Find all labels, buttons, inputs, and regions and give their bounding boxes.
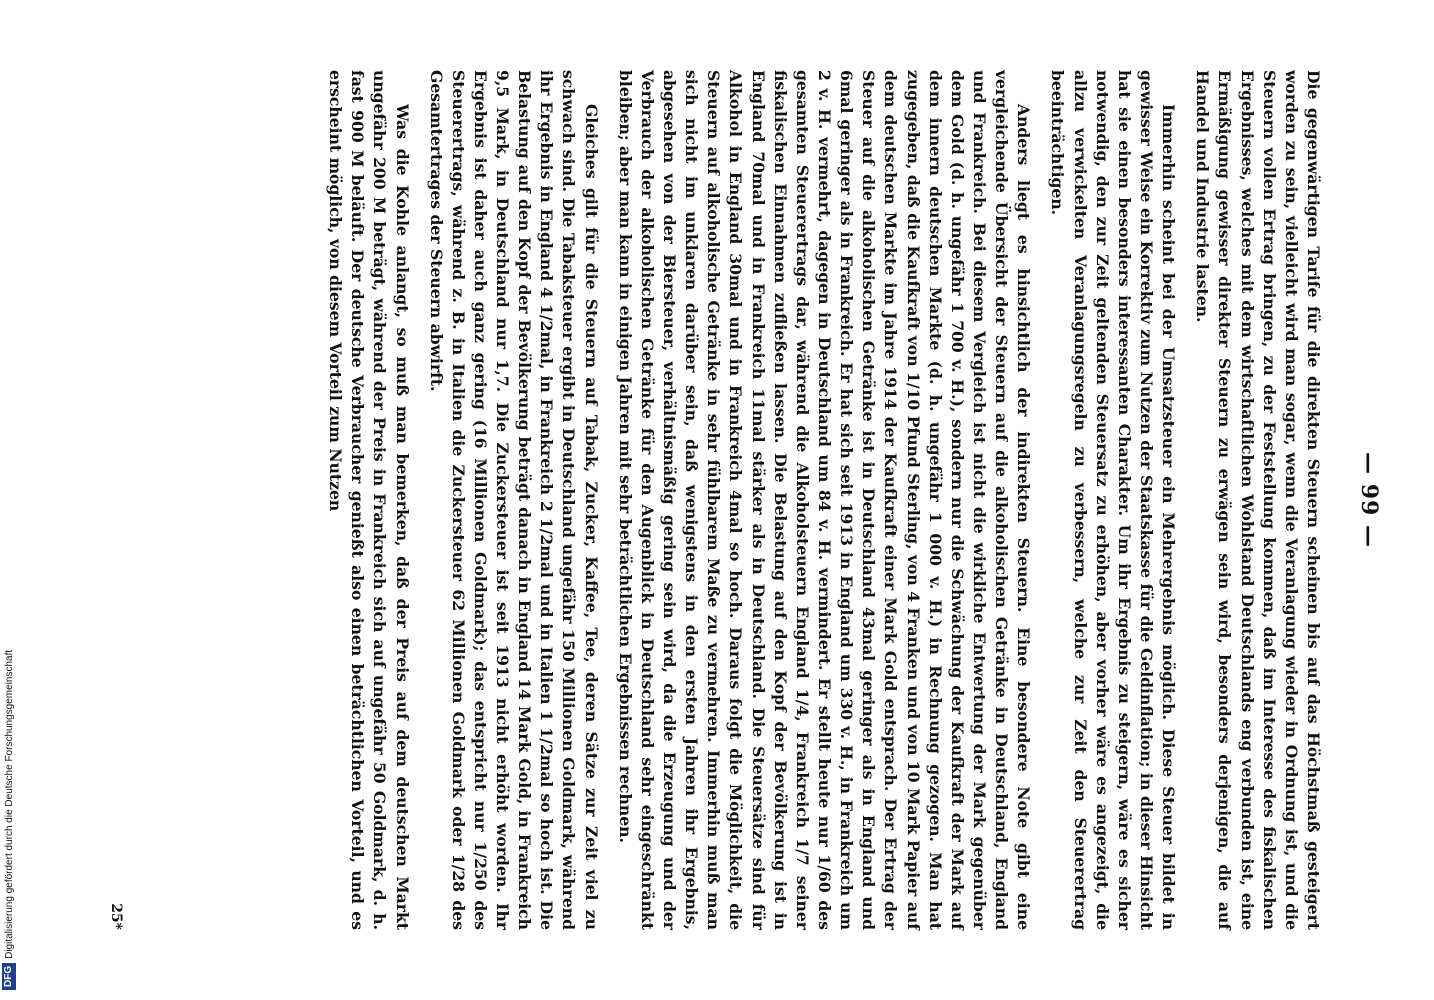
paragraph-indirect-taxes: Anders liegt es hinsichtlich der indirekten Steuern. Eine besondere Note gibt eine vergleichende Übersicht der Steuern auf die alkoholischen Getränke in Deutschland, England und Frankreich. Bei diesem Vergleich ist nicht die wirkliche Entwertung der Mark gegenüber dem Gold (d. h. ungefähr 1 700 v. H.), sondern nur die Schwächung der Kaufkraft der Mark auf dem innern deutschen Markte (d. h. ungefähr 1 000 v. H.) in Rechnung gezogen. Man hat zugegeben, daß die Kaufkraft von 1/10 Pfund Sterling, von 4 Franken und von 10 Mark Papier auf dem deutschen Markte im Jahre 1914 der Kaufkraft einer Mark Gold entsprach. Der Ertrag der Steuer auf die alkoholischen Getränke ist in Deutschland 43mal geringer als in England und 6mal geringer als in Frankreich. Er hat sich seit 1913 in England um 330 v. H., in Frankreich um 2 v. H. vermehrt, dagegen in Deutschland um 84 v. H. vermindert. Er stellt heute nur 1/60 des gesamten Steuerertrags dar, während die Alkoholsteuern England 1/4, Frankreich 1/7 seiner fiskalischen Einnahmen zufließen lassen. Die Belastung auf den Kopf der Bevölkerung ist in England 70mal und in Frankreich 11mal stärker als in Deutschland. Die Steuersätze sind für Alkohol in England 30mal und in Frankreich 4mal so hoch. Daraus folgt die Möglichkeit, die Steuern auf alkoholische Getränke in sehr fühlbarem Maße zu vermehren. Immerhin muß man sich nicht im unklaren darüber sein, daß wenigstens in den ersten Jahren ihr Ergebnis, abgesehen von der Biersteuer, verhältnismäßig gering sein wird, da die Erzeugung und der Verbrauch der alkoholischen Getränke für den Augenblick in Deutschland sehr eingeschränkt bleiben; aber man kann in einigen Jahren mit sehr beträchtlichen Ergebnissen rechnen.	[615, 70, 1034, 930]
paragraph-coal: Was die Kohle anlangt, so muß man bemerken, daß der Preis auf dem deutschen Markt ungefähr 200 M beträgt, während der Preis in Frankreich sich auf ungefähr 50 Goldmark, d. h. fast 900 M beläuft. Der deutsche Verbraucher genießt also einen beträchtlichen Vorteil, und es erscheint möglich, von diesem Vorteil zum Nutzen	[326, 70, 412, 930]
page-number: — 99 —	[1356, 452, 1382, 548]
body-text	[312, 70, 1324, 930]
paragraph-tobacco-sugar: Gleiches gilt für die Steuern auf Tabak, Zucker, Kaffee, Tee, deren Sätze zur Zeit viel zu schwach sind. Die Tabaksteuer ergibt in Deutschland ungefähr 150 Millionen Goldmark, während ihr Ergebnis in England 4 1/2mal, in Frankreich 2 1/2mal und in Italien 1 1/2mal so hoch ist. Die Belastung auf den Kopf der Bevölkerung beträgt danach in England 14 Mark Gold, in Frankreich 9,5 Mark, in Deutschland nur 1,7. Die Zuckersteuer ist seit 1913 nicht erhöht worden. Ihr Ergebnis ist daher auch ganz gering (16 Millionen Goldmark); das entspricht nur 1/250 des Steuerertrags, während z. B. in Italien die Zuckersteuer 62 Millionen Goldmark oder 1/28 des Gesamtertrages der Steuern abwirft.	[426, 70, 601, 930]
credit-inner	[0, 0, 18, 1000]
signature-mark: 25*	[108, 903, 124, 930]
digitization-credit	[0, 0, 18, 1000]
paragraph-direct-taxes: Die gegenwärtigen Tarife für die direkten Steuern scheinen bis auf das Höchstmaß gesteigert worden zu sein, vielleicht wird man sogar, wenn die Veranlagung wieder in Ordnung ist, und die Steuern vollen Ertrag bringen, zu der Feststellung kommen, daß im Interesse des fiskalischen Ergebnisses, welches mit dem wirtschaftlichen Wohlstand Deutschlands eng verbunden ist, eine Ermäßigung gewisser direkter Steuern zu erwägen sein wird, besonders derjenigen, die auf Handel und Industrie lasten.	[1193, 70, 1323, 930]
dfg-logo: DFG	[2, 963, 16, 990]
paragraph-turnover-tax: Immerhin scheint bei der Umsatzsteuer ein Mehrergebnis möglich. Diese Steuer bildet in gewisser Weise ein Korrektiv zum Nutzen der Staatskasse für die Geldinflation; in dieser Hinsicht hat sie einen besonders interessanten Charakter. Um ihr Ergebnis zu steigern, wäre es sicher notwendig, den zur Zeit geltenden Steuersatz zu erhöhen, aber vorher wäre es angezeigt, die allzu verwickelten Veranlagungsregeln zu verbessern, welche zur Zeit den Steuerertrag beeinträchtigen.	[1048, 70, 1179, 930]
credit-text: Digitalisierung gefördert durch die Deutsche Forschungsgemeinschaft	[3, 649, 15, 959]
